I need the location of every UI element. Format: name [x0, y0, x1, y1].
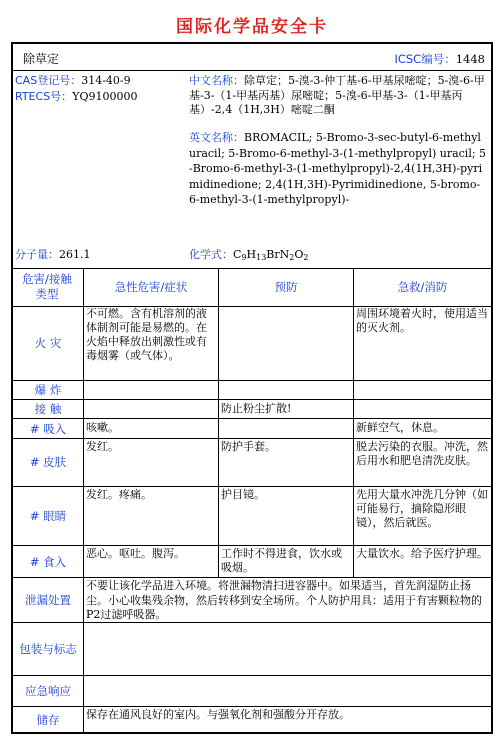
eyes-hazard: 发红。疼痛。 — [86, 488, 152, 501]
contact-prevent: 防止粉尘扩散! — [221, 402, 292, 415]
card-title: 国际化学品安全卡 — [176, 17, 328, 37]
row-label-fire: 火 灾 — [34, 336, 62, 350]
label-storage: 储存 — [36, 713, 60, 727]
header-hazard: 急性危害/症状 — [114, 279, 188, 294]
mw-label: 分子量： — [15, 248, 59, 261]
row-label-contact: 接 触 — [34, 402, 62, 416]
rtecs-number — [15, 90, 137, 104]
chemical-formula: 化学式：$C_9H_{13}BrN_2O_2$ — [189, 248, 309, 262]
en-name-label: 英文名称： — [189, 131, 244, 144]
skin-aid: 脱去污染的衣服。冲洗，然后用水和肥皂清洗皮肤。 — [356, 440, 488, 467]
cn-name-label: 中文名称： — [189, 74, 244, 87]
label-spill: 泄漏处置 — [25, 593, 71, 607]
cas-value: 314-40-9 — [81, 74, 131, 87]
eyes-prevent: 护目镜。 — [221, 488, 265, 501]
rtecs-value: YQ9100000 — [72, 90, 138, 103]
rtecs-label: RTECS号： — [15, 90, 73, 103]
en-name-value: BROMACIL; 5-Bromo-3-sec-butyl-6-methyl uracil; 5-Bromo-6-methyl-3-(1-methylpropyl) uracil; 5-Bromo-6-methyl-3-(1-methylpropyl)-2,4(1H,3H)-pyrimidinedione; 2,4(1H,3H)-Pyrimidinedione, 5-bromo-6-methyl-3-(1-methylpropyl)- — [189, 131, 487, 206]
skin-prevent: 防护手套。 — [221, 440, 276, 453]
inhalation-aid: 新鲜空气，休息。 — [356, 421, 444, 434]
cas-label: CAS登记号： — [15, 74, 82, 87]
cn-name-value: 除草定；5-溴-3-仲丁基-6-甲基尿嘧啶；5-溴-6-甲基-3-（1-甲基丙基）尿嘧啶；5-溴-6-甲基-3-（1-甲基丙基）-2,4（1H,3H）嘧啶二酮 — [189, 74, 485, 116]
row-label-inhalation: # 吸入 — [29, 421, 67, 436]
row-label-eyes: # 眼睛 — [29, 508, 67, 523]
ingestion-hazard: 恶心。呕吐。腹泻。 — [86, 547, 185, 560]
formula-label: 化学式： — [189, 248, 233, 261]
header-aid: 急救/消防 — [397, 279, 448, 294]
header-type: 危害/接触类型 — [22, 272, 72, 301]
ingestion-prevent: 工作时不得进食，饮水或吸烟。 — [221, 547, 342, 574]
chinese-name — [189, 74, 487, 118]
eyes-aid: 先用大量水冲洗几分钟（如可能易行，摘除隐形眼镜），然后就医。 — [356, 488, 488, 529]
ingestion-aid: 大量饮水。给予医疗护理。 — [356, 547, 488, 560]
fire-hazard: 不可燃。含有机溶剂的液体制剂可能是易燃的。在火焰中释放出刺激性或有毒烟雾（或气体）。 — [86, 307, 207, 362]
molecular-weight — [15, 248, 91, 262]
skin-hazard: 发红。 — [86, 440, 119, 453]
row-label-ingestion: # 食入 — [29, 554, 67, 569]
icsc-label: ICSC编号： — [394, 52, 456, 66]
safety-card — [11, 42, 493, 734]
icsc-value: 1448 — [455, 52, 485, 66]
storage-text: 保存在通风良好的室内。与强氧化剂和强酸分开存放。 — [86, 708, 350, 721]
chemical-name: 除草定 — [23, 52, 60, 66]
label-packaging: 包装与标志 — [19, 642, 77, 656]
cas-number — [15, 74, 131, 88]
inhalation-hazard: 咳嗽。 — [86, 421, 119, 434]
row-label-skin: # 皮肤 — [29, 455, 67, 469]
english-name — [189, 130, 487, 208]
row-label-explosion: 爆 炸 — [34, 383, 62, 397]
mw-value: 261.1 — [59, 248, 91, 261]
fire-aid: 周围环境着火时，使用适当的灭火剂。 — [356, 307, 488, 334]
header-prevent: 预防 — [274, 279, 298, 294]
icsc-number — [394, 52, 485, 66]
spill-text: 不要让该化学品进入环境。将泄漏物清扫进容器中。如果适当，首先润湿防止扬尘。小心收集残余物，然后转移到安全场所。个人防护用具：适用于有害颗粒物的P2过滤呼吸器。 — [86, 579, 482, 621]
label-emergency: 应急响应 — [25, 684, 71, 698]
